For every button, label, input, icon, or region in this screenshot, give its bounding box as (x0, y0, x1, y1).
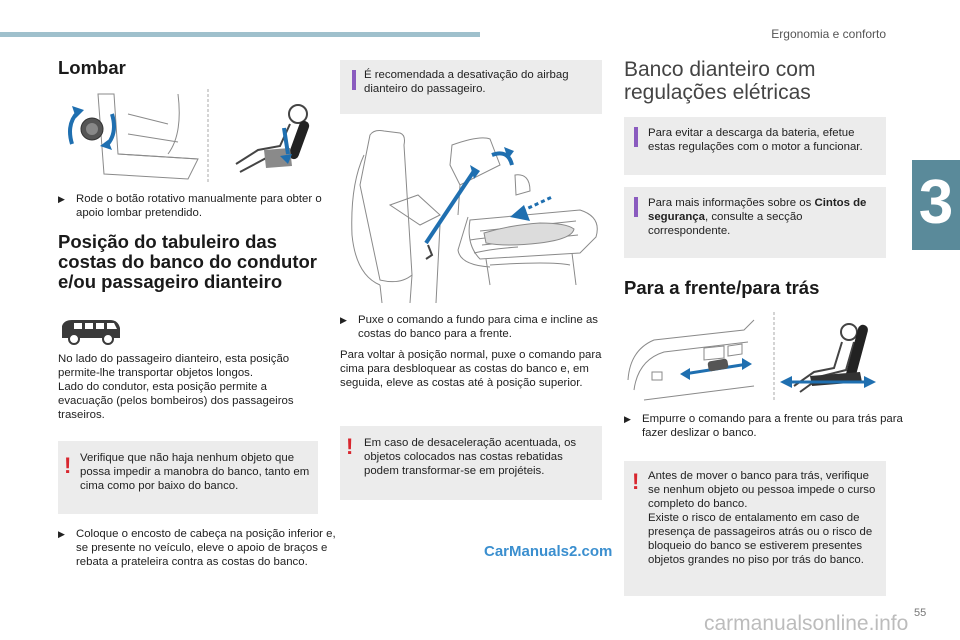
tabuleiro-instruction-text: Coloque o encosto de cabeça na posição inferior e, se presente no veículo, eleve o apoio de braços e rebata a prateleira contra as costas do banco. (76, 528, 336, 568)
info-icon (352, 70, 356, 90)
tabuleiro-paragraph: No lado do passageiro dianteiro, esta posição permite-lhe transportar objetos longos. Lado do condutor, esta posição permite a evacuação (pelos bombeiros) dos passageiros traseiros. (58, 353, 294, 421)
tabuleiro-warning-text: Verifique que não haja nenhum objeto que possa impedir a manobra do banco, tanto em cima como por baixo do banco. (80, 452, 310, 492)
bullet-marker: ▶ (624, 414, 631, 424)
seated-person-icon (236, 105, 311, 172)
tabuleiro-warning-box (58, 441, 318, 514)
belts-info-link: Cintos de segurança (648, 197, 867, 223)
belts-info-post: , consulte a secção correspondente. (648, 211, 803, 237)
bullet-marker: ▶ (58, 529, 65, 539)
battery-info-text: Para evitar a descarga da bateria, efetue estas regulações com o motor a funcionar. (648, 127, 863, 153)
frente-warning-box (624, 461, 886, 596)
warning-icon: ! (64, 453, 72, 478)
deceleration-warning-box (340, 426, 602, 500)
footer-watermark: carmanualsonline.info (704, 612, 909, 635)
carmanuals-logo: CarManuals2.com (484, 543, 613, 560)
page-number: 55 (914, 607, 927, 619)
frente-warning-text: Antes de mover o banco para trás, verifique se nenhum objeto ou pessoa impede o curso completo do banco. Existe o risco de entalamento em caso de presença de passageiros atrás ou o risco de bloqueio do banco se estiverem presentes objetos grandes no piso por trás do banco. (648, 470, 876, 566)
lumbar-seat-illustration (58, 84, 320, 184)
tabuleiro-heading: Posição do tabuleiro das costas do banco do condutor e/ou passageiro dianteiro (58, 231, 318, 292)
eletricas-heading: Banco dianteiro com regulações elétricas (624, 58, 816, 104)
van-icon (60, 318, 122, 346)
bullet-marker: ▶ (340, 315, 347, 325)
deceleration-warning-text: Em caso de desaceleração acentuada, os objetos colocados nas costas rebatidas podem transformar-se em projéteis. (364, 437, 577, 477)
lumbar-knob-icon (70, 106, 114, 150)
slide-seat-illustration (624, 310, 886, 406)
airbag-info-box (340, 60, 602, 114)
tabuleiro-instruction (58, 527, 338, 569)
frente-instruction-text: Empurre o comando para a frente ou para trás para fazer deslizar o banco. (642, 413, 903, 439)
top-bar (0, 32, 480, 37)
belts-info-text (648, 196, 878, 238)
info-icon (634, 197, 638, 217)
frente-instruction (624, 412, 904, 440)
warning-icon: ! (346, 434, 354, 459)
header-title: Ergonomia e conforto (771, 27, 886, 41)
chapter-number: 3 (918, 168, 954, 237)
airbag-info-text: É recomendada a desativação do airbag dianteiro do passageiro. (364, 69, 569, 95)
belts-info-box (624, 187, 886, 258)
chapter-tab (912, 160, 960, 250)
backrest-paragraph: Para voltar à posição normal, puxe o comando para cima para desbloquear as costas do banco e, em seguida, eleve as costas até à posição superior. (340, 349, 602, 389)
warning-icon: ! (632, 469, 640, 494)
info-icon (634, 127, 638, 147)
belts-info-pre: Para mais informações sobre os (648, 197, 815, 209)
battery-info-box (624, 117, 886, 175)
lombar-instruction (58, 192, 338, 220)
lombar-instruction-text: Rode o botão rotativo manualmente para obter o apoio lombar pretendido. (76, 193, 322, 219)
lombar-heading: Lombar (58, 57, 126, 78)
backrest-instruction-text: Puxe o comando a fundo para cima e incline as costas do banco para a frente. (358, 314, 598, 340)
folding-seat-illustration (340, 125, 602, 305)
backrest-instruction (340, 313, 620, 341)
frente-heading: Para a frente/para trás (624, 277, 820, 298)
bullet-marker: ▶ (58, 194, 65, 204)
